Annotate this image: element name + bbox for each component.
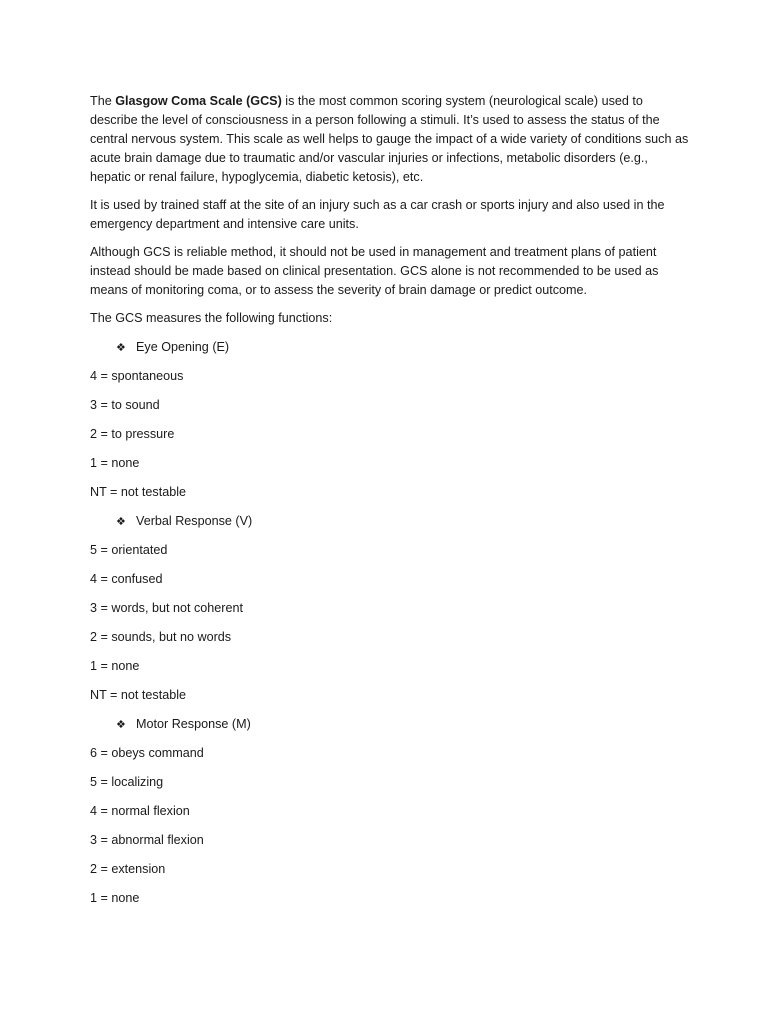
list-item: 1 = none [90, 456, 140, 470]
section-heading-motor [90, 715, 690, 734]
list-item: NT = not testable [90, 485, 187, 499]
intro-body: is the most common scoring system (neurological scale) used to describe the level of consciousness in a person following a stimuli. It’s used to assess the status of the central nervous system. This scale as well helps to gauge the impact of a wide variety of conditions such as acute brain damage due to traumatic and/or vascular injuries or infections, metabolic disorders (e.g., hepatic or renal failure, hypoglycemia, diabetic ketosis), etc. [90, 94, 689, 184]
section-title: Motor Response (M) [136, 717, 251, 731]
list-item: 4 = normal flexion [90, 804, 190, 818]
list-item: 3 = words, but not coherent [90, 601, 243, 615]
list-item: 2 = extension [90, 862, 166, 876]
diamond-bullet-icon: ❖ [116, 718, 126, 731]
list-item: 6 = obeys command [90, 746, 204, 760]
section-heading-eye [90, 338, 690, 357]
list-item: 4 = confused [90, 572, 163, 586]
document-page [90, 92, 690, 918]
list-item: 4 = spontaneous [90, 369, 184, 383]
section-heading-verbal [90, 512, 690, 531]
list-item: 3 = to sound [90, 398, 160, 412]
list-item: 2 = to pressure [90, 427, 175, 441]
list-item: 1 = none [90, 891, 140, 905]
list-item: 2 = sounds, but no words [90, 630, 232, 644]
caveat-paragraph: Although GCS is reliable method, it should not be used in management and treatment plans of patient instead should be made based on clinical presentation. GCS alone is not recommended to be used as means of monitoring coma, or to assess the severity of brain damage or predict outcome. [90, 245, 659, 297]
section-title: Eye Opening (E) [136, 340, 230, 354]
list-item: 3 = abnormal flexion [90, 833, 204, 847]
section-title: Verbal Response (V) [136, 514, 253, 528]
list-item: 1 = none [90, 659, 140, 673]
diamond-bullet-icon: ❖ [116, 341, 126, 354]
measures-heading: The GCS measures the following functions: [90, 311, 333, 325]
intro-prefix: The [90, 94, 116, 108]
usage-paragraph: It is used by trained staff at the site of an injury such as a car crash or sports injury and also used in the emergency department and intensive care units. [90, 198, 665, 231]
list-item: 5 = localizing [90, 775, 164, 789]
gcs-term: Glasgow Coma Scale (GCS) [115, 94, 282, 108]
diamond-bullet-icon: ❖ [116, 515, 126, 528]
intro-paragraph [90, 92, 690, 187]
list-item: NT = not testable [90, 688, 187, 702]
list-item: 5 = orientated [90, 543, 168, 557]
